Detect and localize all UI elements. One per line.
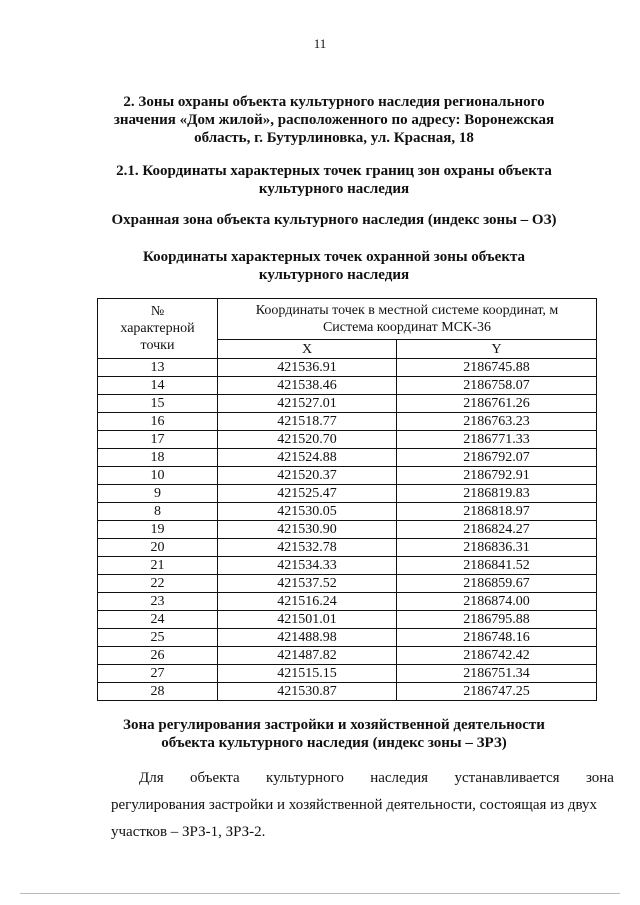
table-row xyxy=(98,557,597,575)
table-row xyxy=(98,377,597,395)
point-number-cell: 27 xyxy=(98,665,218,683)
coordinates-table xyxy=(97,298,597,701)
x-coordinate-cell: 421536.91 xyxy=(218,359,397,377)
table-row xyxy=(98,503,597,521)
y-coordinate-cell: 2186771.33 xyxy=(397,431,597,449)
x-coordinate-cell: 421530.05 xyxy=(218,503,397,521)
table-row xyxy=(98,575,597,593)
y-coordinate-cell: 2186751.34 xyxy=(397,665,597,683)
x-coordinate-cell: 421538.46 xyxy=(218,377,397,395)
x-coordinate-cell: 421515.15 xyxy=(218,665,397,683)
point-number-cell: 26 xyxy=(98,647,218,665)
point-number-cell: 21 xyxy=(98,557,218,575)
x-coordinate-cell: 421527.01 xyxy=(218,395,397,413)
paragraph-line-2: регулирования застройки и хозяйственной деятельности, состоящая из двух xyxy=(111,797,598,813)
x-coordinate-cell: 421524.88 xyxy=(218,449,397,467)
y-coordinate-cell: 2186792.07 xyxy=(397,449,597,467)
table-row xyxy=(98,467,597,485)
paragraph-line-1: Для объекта культурного наследия устанавливается зона xyxy=(139,770,614,786)
header-point-number: № характерной точки xyxy=(98,299,218,359)
protection-zone-title: Охранная зона объекта культурного наследия (индекс зоны – ОЗ) xyxy=(111,212,557,228)
point-number-cell: 19 xyxy=(98,521,218,539)
x-coordinate-cell: 421520.37 xyxy=(218,467,397,485)
x-coordinate-cell: 421487.82 xyxy=(218,647,397,665)
table-row xyxy=(98,413,597,431)
point-number-cell: 20 xyxy=(98,539,218,557)
point-number-cell: 23 xyxy=(98,593,218,611)
y-coordinate-cell: 2186761.26 xyxy=(397,395,597,413)
point-number-cell: 8 xyxy=(98,503,218,521)
x-coordinate-cell: 421501.01 xyxy=(218,611,397,629)
point-number-cell: 24 xyxy=(98,611,218,629)
y-coordinate-cell: 2186859.67 xyxy=(397,575,597,593)
point-number-cell: 9 xyxy=(98,485,218,503)
point-number-cell: 28 xyxy=(98,683,218,701)
y-coordinate-cell: 2186819.83 xyxy=(397,485,597,503)
table-row xyxy=(98,395,597,413)
point-number-cell: 16 xyxy=(98,413,218,431)
point-number-cell: 22 xyxy=(98,575,218,593)
table-title: Координаты характерных точек охранной зоны объекта культурного наследия xyxy=(142,249,526,283)
point-number-cell: 14 xyxy=(98,377,218,395)
x-coordinate-cell: 421520.70 xyxy=(218,431,397,449)
table-row xyxy=(98,539,597,557)
x-coordinate-cell: 421525.47 xyxy=(218,485,397,503)
y-coordinate-cell: 2186874.00 xyxy=(397,593,597,611)
table-row xyxy=(98,629,597,647)
y-coordinate-cell: 2186763.23 xyxy=(397,413,597,431)
table-row xyxy=(98,449,597,467)
subsection-title: 2.1. Координаты характерных точек границ зон охраны объекта культурного наследия xyxy=(116,163,552,197)
point-number-cell: 15 xyxy=(98,395,218,413)
header-y: Y xyxy=(397,340,597,359)
table-row xyxy=(98,485,597,503)
y-coordinate-cell: 2186841.52 xyxy=(397,557,597,575)
y-coordinate-cell: 2186818.97 xyxy=(397,503,597,521)
point-number-cell: 17 xyxy=(98,431,218,449)
x-coordinate-cell: 421530.87 xyxy=(218,683,397,701)
x-coordinate-cell: 421537.52 xyxy=(218,575,397,593)
zone-description-paragraph xyxy=(111,765,614,846)
table-row xyxy=(98,593,597,611)
x-coordinate-cell: 421518.77 xyxy=(218,413,397,431)
y-coordinate-cell: 2186836.31 xyxy=(397,539,597,557)
point-number-cell: 10 xyxy=(98,467,218,485)
header-x: X xyxy=(218,340,397,359)
table-row xyxy=(98,431,597,449)
x-coordinate-cell: 421516.24 xyxy=(218,593,397,611)
y-coordinate-cell: 2186758.07 xyxy=(397,377,597,395)
table-row xyxy=(98,683,597,701)
point-number-cell: 18 xyxy=(98,449,218,467)
x-coordinate-cell: 421532.78 xyxy=(218,539,397,557)
y-coordinate-cell: 2186742.42 xyxy=(397,647,597,665)
x-coordinate-cell: 421534.33 xyxy=(218,557,397,575)
point-number-cell: 25 xyxy=(98,629,218,647)
point-number-cell: 13 xyxy=(98,359,218,377)
paragraph-line-3: участков – ЗРЗ-1, ЗРЗ-2. xyxy=(111,824,266,840)
footer-divider xyxy=(20,893,620,894)
table-row xyxy=(98,647,597,665)
y-coordinate-cell: 2186792.91 xyxy=(397,467,597,485)
y-coordinate-cell: 2186745.88 xyxy=(397,359,597,377)
x-coordinate-cell: 421488.98 xyxy=(218,629,397,647)
y-coordinate-cell: 2186795.88 xyxy=(397,611,597,629)
table-row xyxy=(98,611,597,629)
y-coordinate-cell: 2186824.27 xyxy=(397,521,597,539)
x-coordinate-cell: 421530.90 xyxy=(218,521,397,539)
table-row xyxy=(98,665,597,683)
y-coordinate-cell: 2186747.25 xyxy=(397,683,597,701)
header-coordinate-system: Координаты точек в местной системе координат, м Система координат МСК-36 xyxy=(218,299,597,340)
page-number: 11 xyxy=(313,36,327,51)
regulation-zone-title: Зона регулирования застройки и хозяйственной деятельности объекта культурного наследия (индекс зоны – ЗРЗ) xyxy=(123,717,545,751)
section-title: 2. Зоны охраны объекта культурного наследия регионального значения «Дом жилой», расположенного по адресу: Воронежская область, г. Бутурлиновка, ул. Красная, 18 xyxy=(113,94,555,146)
table-row xyxy=(98,359,597,377)
table-row xyxy=(98,521,597,539)
y-coordinate-cell: 2186748.16 xyxy=(397,629,597,647)
